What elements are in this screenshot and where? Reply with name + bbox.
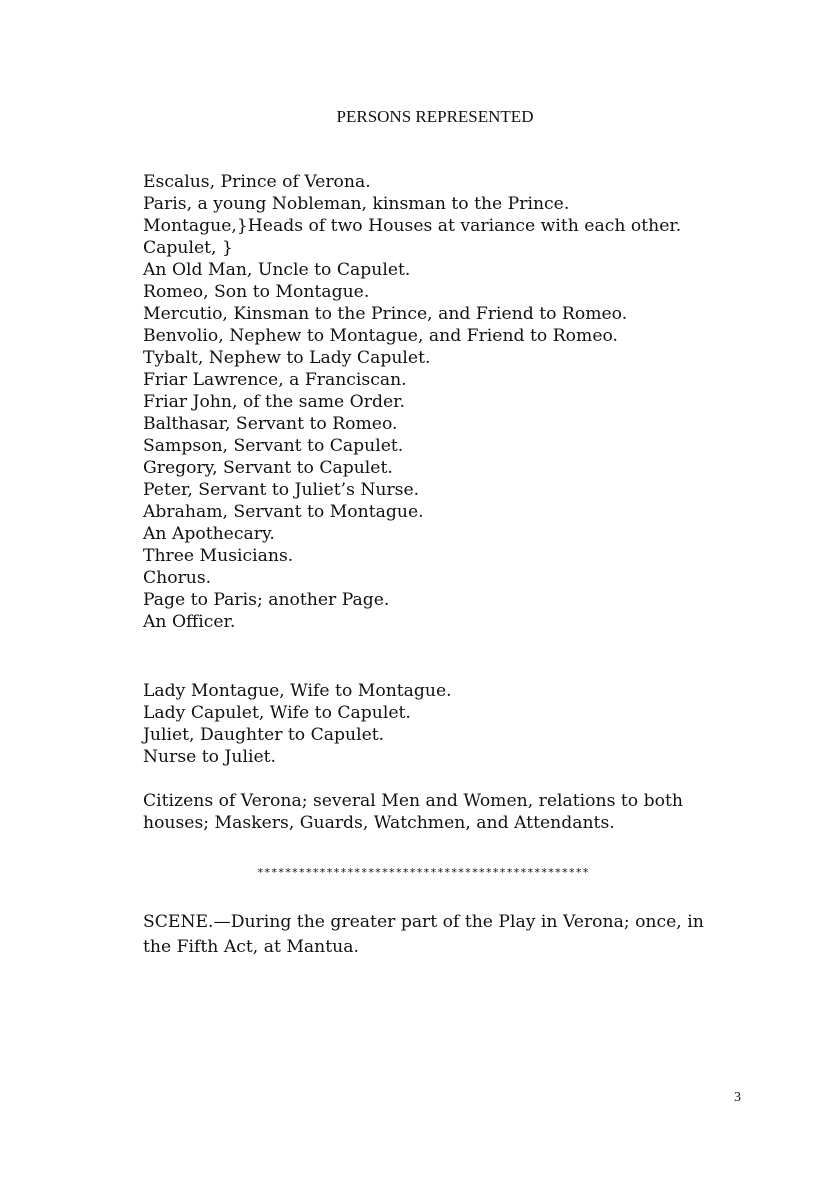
text-line: Citizens of Verona; several Men and Women, relations to both	[143, 791, 683, 811]
person-line: Three Musicians.	[143, 546, 294, 566]
person-line: Friar John, of the same Order.	[143, 392, 405, 412]
person-line: An Officer.	[143, 612, 236, 632]
scene-paragraph	[143, 910, 704, 960]
others-paragraph	[143, 790, 683, 834]
text-line: SCENE.—During the greater part of the Play in Verona; once, in	[143, 912, 704, 932]
person-line: Juliet, Daughter to Capulet.	[143, 725, 385, 745]
person-line: Balthasar, Servant to Romeo.	[143, 414, 398, 434]
person-line: Friar Lawrence, a Franciscan.	[143, 370, 407, 390]
text-line: houses; Maskers, Guards, Watchmen, and Attendants.	[143, 813, 615, 833]
separator: ************************************************	[257, 866, 590, 879]
person-line: Paris, a young Nobleman, kinsman to the Prince.	[143, 194, 570, 214]
person-line: Chorus.	[143, 568, 212, 588]
person-line: Tybalt, Nephew to Lady Capulet.	[143, 348, 431, 368]
person-line: Mercutio, Kinsman to the Prince, and Friend to Romeo.	[143, 304, 628, 324]
page-number: 3	[734, 1090, 741, 1105]
person-line: Benvolio, Nephew to Montague, and Friend to Romeo.	[143, 326, 618, 346]
page-title: PERSONS REPRESENTED	[336, 107, 534, 126]
person-line: Gregory, Servant to Capulet.	[143, 458, 393, 478]
persons-list	[143, 171, 681, 633]
women-list	[143, 680, 452, 768]
person-line: Sampson, Servant to Capulet.	[143, 436, 404, 456]
person-line: Romeo, Son to Montague.	[143, 282, 370, 302]
person-line: Nurse to Juliet.	[143, 747, 276, 767]
person-line: Peter, Servant to Juliet’s Nurse.	[143, 480, 420, 500]
person-line: Escalus, Prince of Verona.	[143, 172, 371, 192]
person-line: Capulet, }	[143, 238, 233, 258]
text-line: the Fifth Act, at Mantua.	[143, 937, 359, 957]
person-line: Lady Montague, Wife to Montague.	[143, 681, 452, 701]
person-line: Lady Capulet, Wife to Capulet.	[143, 703, 411, 723]
person-line: Page to Paris; another Page.	[143, 590, 390, 610]
person-line: An Apothecary.	[143, 524, 275, 544]
person-line: Montague,}Heads of two Houses at variance with each other.	[143, 216, 682, 236]
person-line: An Old Man, Uncle to Capulet.	[143, 260, 411, 280]
person-line: Abraham, Servant to Montague.	[143, 502, 424, 522]
